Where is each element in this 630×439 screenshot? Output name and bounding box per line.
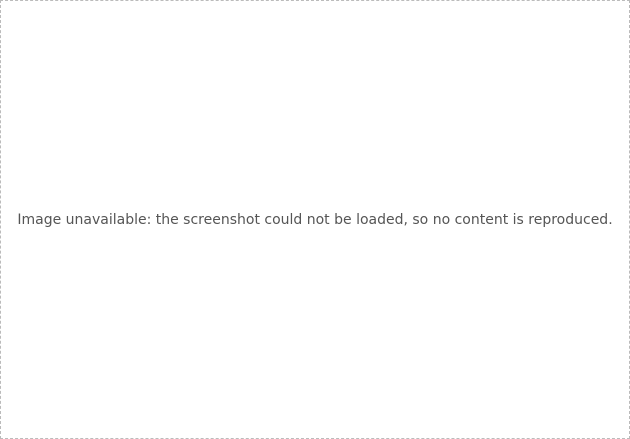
placeholder-message: Image unavailable: the screenshot could not be loaded, so no content is reproduced. — [17, 211, 613, 228]
